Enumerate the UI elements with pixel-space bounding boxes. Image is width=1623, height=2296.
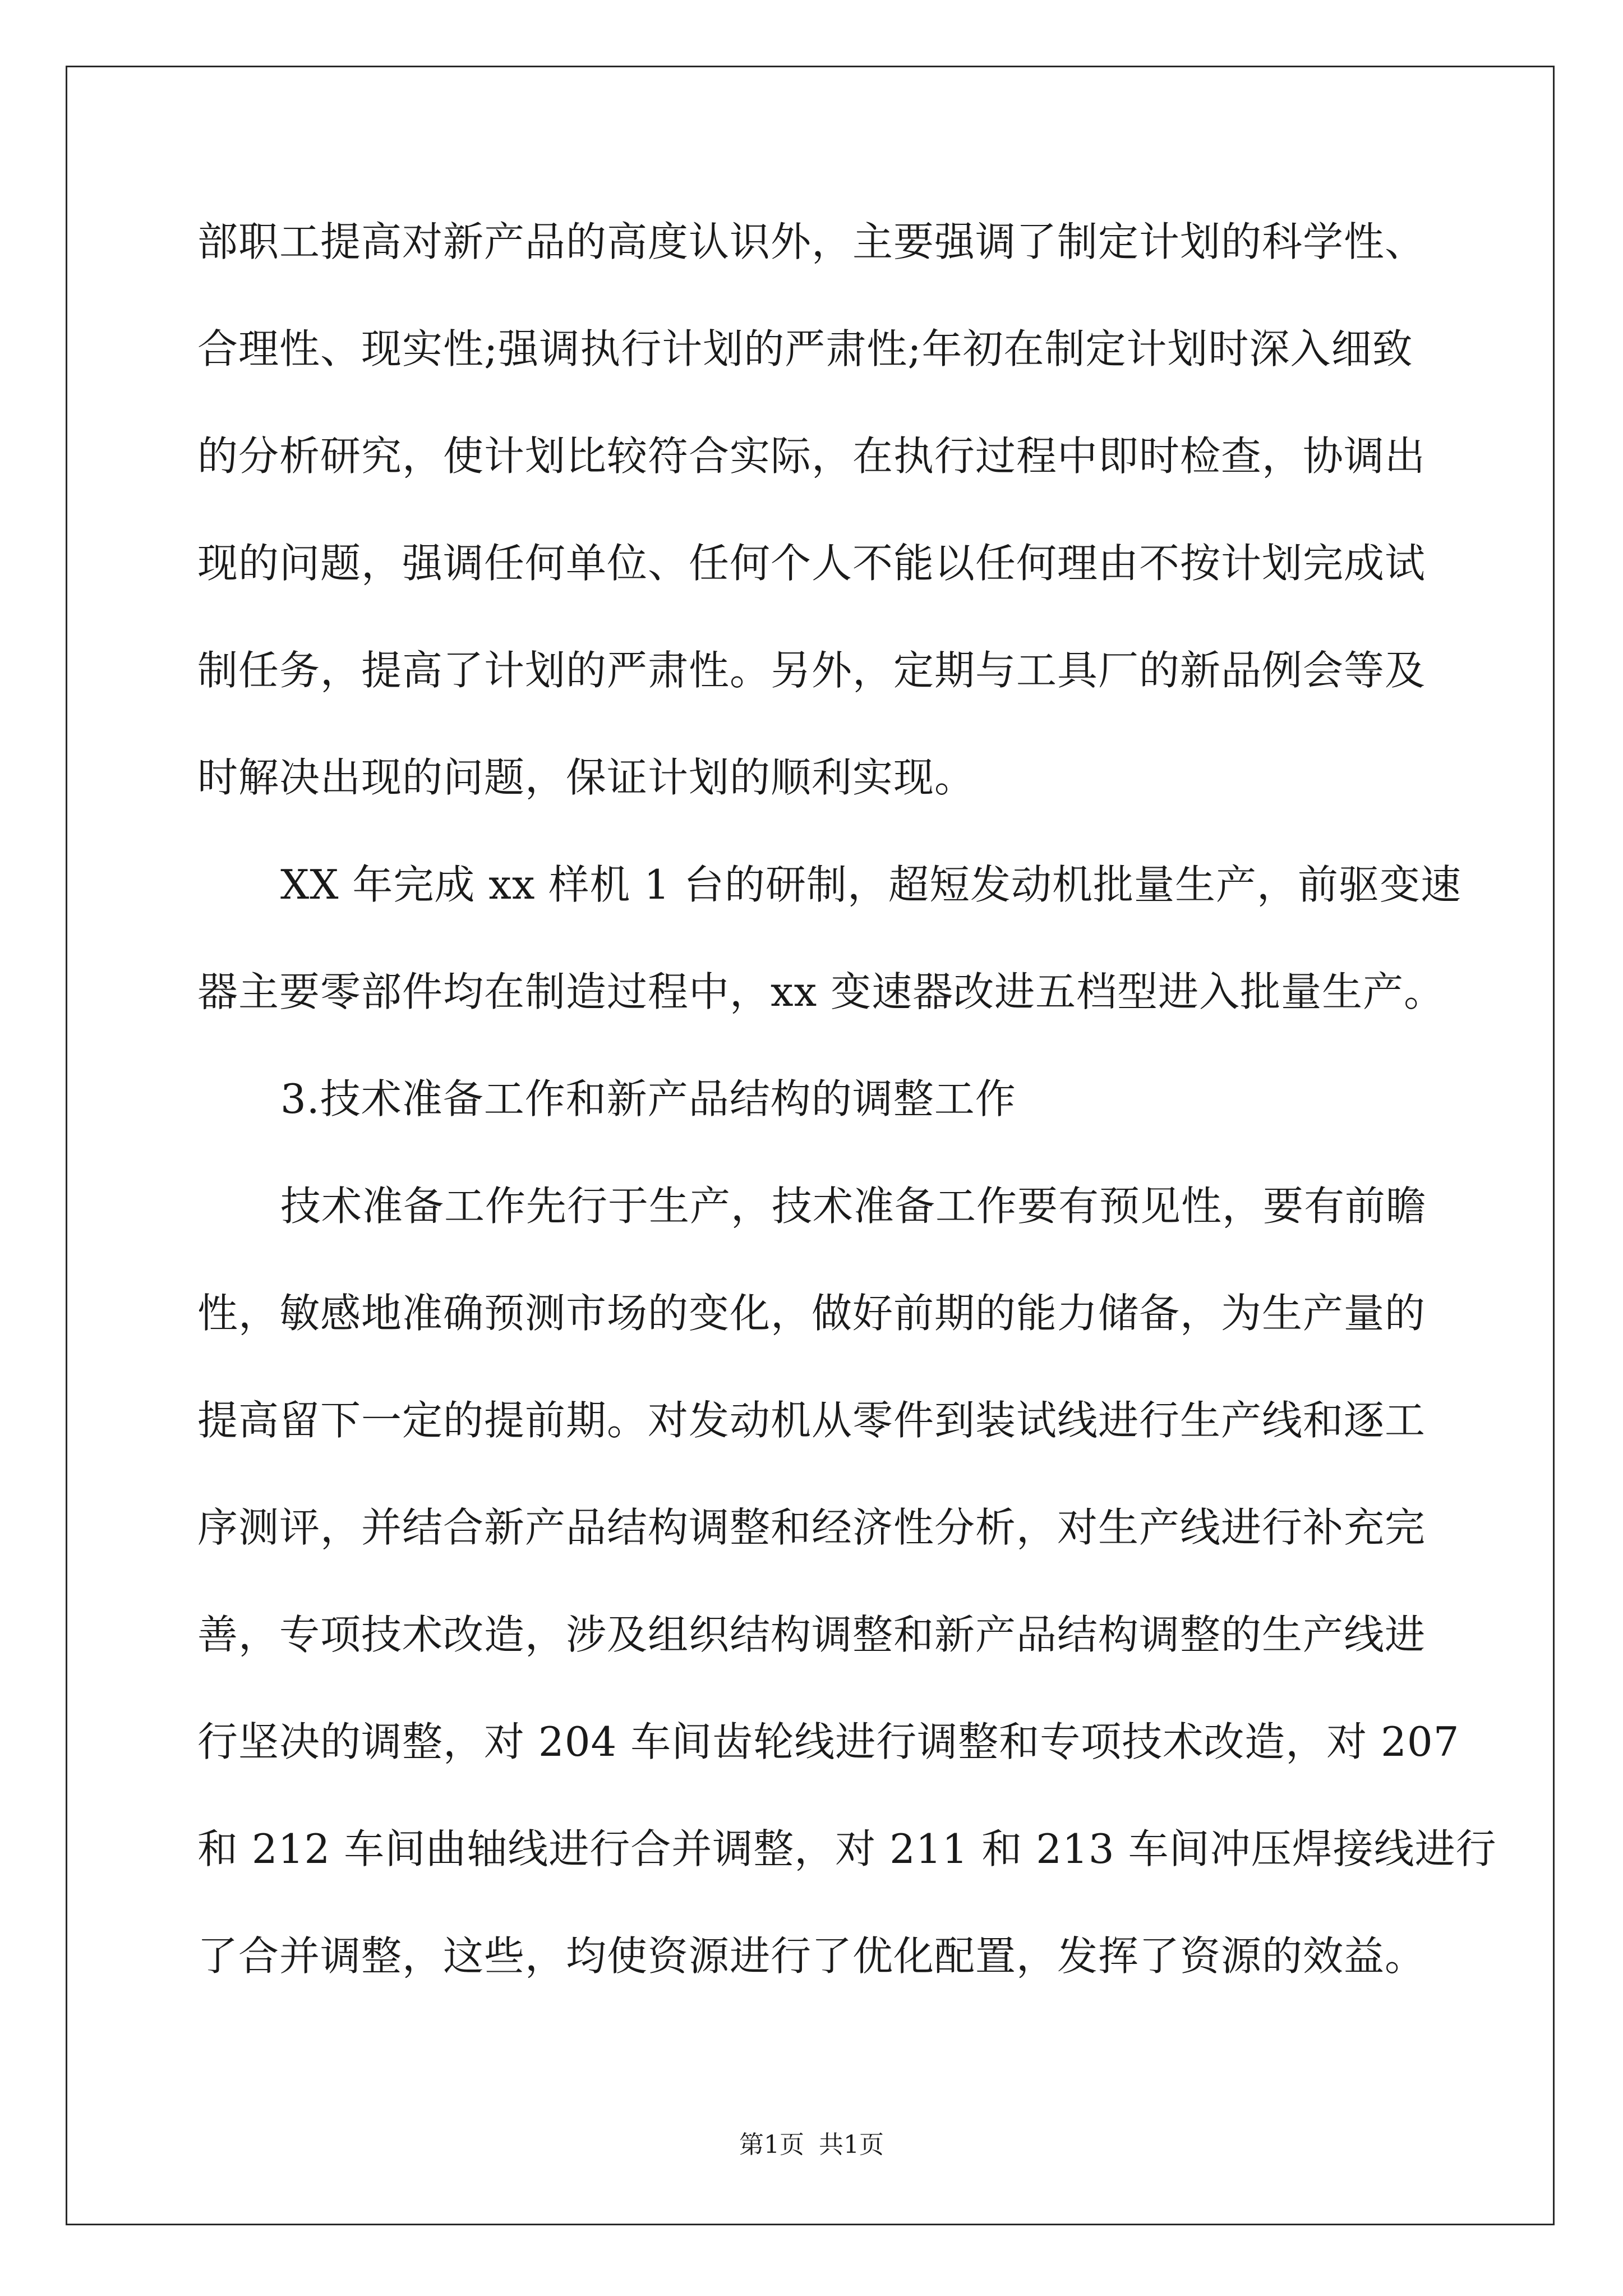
text-line: 制任务，提高了计划的严肃性。另外，定期与工具厂的新品例会等及 bbox=[197, 647, 1426, 694]
text-line: 时解决出现的问题，保证计划的顺利实现。 bbox=[197, 754, 976, 801]
text-line: 了合并调整，这些，均使资源进行了优化配置，发挥了资源的效益。 bbox=[197, 1932, 1426, 1980]
text-line: 善，专项技术改造，涉及组织结构调整和新产品结构调整的生产线进 bbox=[197, 1611, 1426, 1658]
text-line: 和 212 车间曲轴线进行合并调整，对 211 和 213 车间冲压焊接线进行 bbox=[197, 1825, 1497, 1872]
text-line: 提高留下一定的提前期。对发动机从零件到装试线进行生产线和逐工 bbox=[197, 1397, 1426, 1444]
text-line: 性，敏感地准确预测市场的变化，做好前期的能力储备，为生产量的 bbox=[197, 1290, 1426, 1337]
text-line: 现的问题，强调任何单位、任何个人不能以任何理由不按计划完成试 bbox=[197, 540, 1426, 587]
page-total: 共1页 bbox=[819, 2131, 884, 2159]
text-line: 行坚决的调整，对 204 车间齿轮线进行调整和专项技术改造，对 207 bbox=[197, 1718, 1460, 1765]
page-number: 第1页 bbox=[739, 2131, 804, 2159]
text-line: 部职工提高对新产品的高度认识外，主要强调了制定计划的科学性、 bbox=[197, 218, 1426, 265]
text-line: 的分析研究，使计划比较符合实际，在执行过程中即时检查，协调出 bbox=[197, 432, 1426, 480]
page-border bbox=[66, 66, 1555, 2225]
section-heading: 3.技术准备工作和新产品结构的调整工作 bbox=[280, 1075, 1016, 1122]
text-line: 序测评，并结合新产品结构调整和经济性分析，对生产线进行补充完 bbox=[197, 1504, 1426, 1551]
text-line: 合理性、现实性;强调执行计划的严肃性;年初在制定计划时深入细致 bbox=[197, 325, 1413, 372]
text-line: 器主要零部件均在制造过程中，xx 变速器改进五档型进入批量生产。 bbox=[197, 968, 1445, 1015]
text-line: 技术准备工作先行于生产，技术准备工作要有预见性，要有前瞻 bbox=[280, 1182, 1427, 1230]
page-footer bbox=[0, 2129, 1623, 2161]
text-line: XX 年完成 xx 样机 1 台的研制，超短发动机批量生产，前驱变速 bbox=[280, 861, 1461, 908]
